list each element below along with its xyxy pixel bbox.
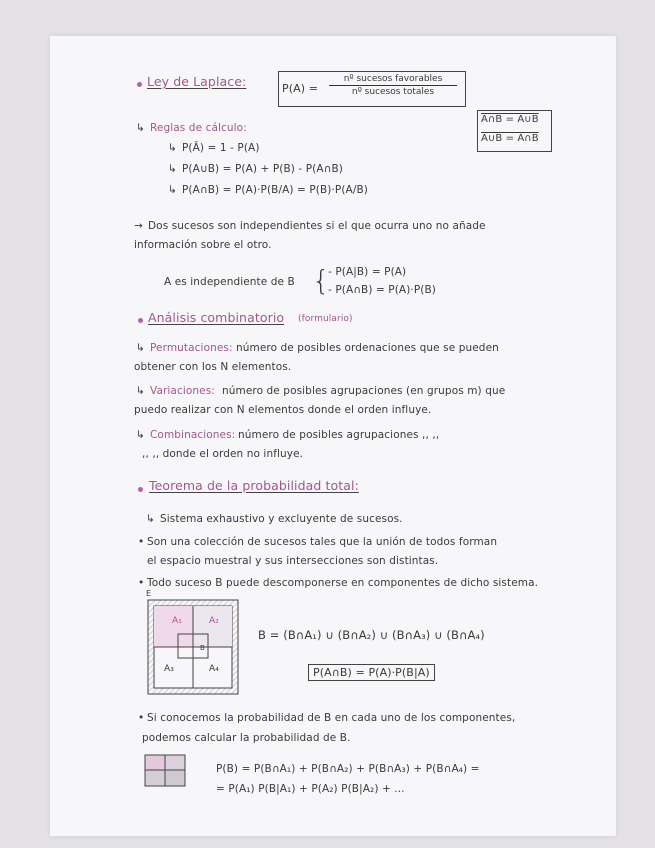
rule-intersection: P(A∩B) = P(A)·P(B/A) = P(B)·P(A/B) [182, 184, 368, 196]
fraction-bar [329, 85, 457, 86]
arrow-icon: ↳ [146, 513, 155, 525]
reglas-heading: Reglas de cálculo: [150, 122, 247, 134]
bullet [138, 318, 143, 323]
var-text-2: puedo realizar con N elementos donde el orden influye. [134, 404, 432, 416]
region-a1: A₁ [172, 616, 182, 626]
partition-diagram [144, 594, 244, 699]
bullet-dot: • [138, 712, 145, 724]
laplace-fraction [329, 74, 457, 97]
bullet-dot: • [138, 536, 145, 548]
arrow-icon: → [134, 220, 143, 232]
arrow-icon: ↳ [136, 429, 145, 441]
laplace-title: Ley de Laplace: [147, 74, 247, 89]
combinatorio-note: (formulario) [298, 314, 353, 324]
brace: { [312, 264, 330, 297]
total-bullet-1a: Son una colección de sucesos tales que la unión de todos forman [147, 536, 498, 548]
indep-condition-2: - P(A∩B) = P(A)·P(B) [328, 284, 436, 296]
region-a3: A₃ [164, 664, 174, 674]
arrow-icon: ↳ [168, 184, 177, 196]
boxed-formula: P(A∩B) = P(A)·P(B|A) [308, 664, 435, 681]
sistema-text: Sistema exhaustivo y excluyente de sucesos. [160, 513, 403, 525]
total-bullet-1b: el espacio muestral y sus intersecciones son distintas. [147, 555, 439, 567]
small-partition-diagram [144, 754, 188, 788]
indep-line-2: información sobre el otro. [134, 239, 272, 251]
region-a2: A₂ [209, 616, 219, 626]
perm-text-1: número de posibles ordenaciones que se pueden [236, 342, 499, 354]
perm-label: Permutaciones: [150, 342, 233, 354]
indep-line-1: Dos sucesos son independientes si el que ocurra uno no añade [148, 220, 486, 232]
arrow-icon: ↳ [168, 163, 177, 175]
morgan-box [477, 110, 552, 152]
arrow-icon: ↳ [136, 385, 145, 397]
comb-label: Combinaciones: [150, 429, 236, 441]
perm-text-2: obtener con los N elementos. [134, 361, 292, 373]
decomposition-formula: B = (B∩A₁) ∪ (B∩A₂) ∪ (B∩A₃) ∪ (B∩A₄) [258, 628, 485, 642]
bullet [138, 487, 143, 492]
final-formula-1: P(B) = P(B∩A₁) + P(B∩A₂) + P(B∩A₃) + P(B∩A₄) = [216, 763, 480, 775]
indep-statement: A es independiente de B [164, 276, 295, 288]
bullet [137, 82, 142, 87]
final-formula-2: = P(A₁) P(B|A₁) + P(A₂) P(B|A₂) + ... [216, 783, 405, 795]
conoc-line-2: podemos calcular la probabilidad de B. [142, 732, 351, 744]
indep-condition-1: - P(A|B) = P(A) [328, 266, 407, 278]
comb-text-1: número de posibles agrupaciones ,, ,, [238, 429, 440, 441]
laplace-formula-box [278, 71, 466, 107]
bullet-dot: • [138, 577, 145, 589]
laplace-numerator: nº sucesos favorables [343, 74, 443, 84]
region-b: B [200, 644, 205, 652]
conoc-line-1: Si conocemos la probabilidad de B en cada uno de los componentes, [147, 712, 516, 724]
laplace-denominator: nº sucesos totales [351, 87, 435, 97]
morgan-law-2: A∪B = A∩B [481, 133, 539, 144]
arrow-icon: ↳ [136, 122, 145, 134]
arrow-icon: ↳ [136, 342, 145, 354]
rule-complement: P(Ā) = 1 - P(A) [182, 142, 260, 154]
var-label: Variaciones: [150, 385, 215, 397]
sample-space-label: E [146, 589, 152, 598]
morgan-law-1: A∩B = A∪B [481, 114, 539, 125]
combinatorio-title: Análisis combinatorio [148, 310, 285, 325]
laplace-lhs: P(A) = [282, 82, 319, 95]
total-bullet-2: Todo suceso B puede descomponerse en componentes de dicho sistema. [147, 577, 539, 589]
rule-union: P(A∪B) = P(A) + P(B) - P(A∩B) [182, 163, 343, 175]
notebook-page [50, 36, 616, 836]
total-title: Teorema de la probabilidad total: [149, 478, 359, 493]
arrow-icon: ↳ [168, 142, 177, 154]
comb-text-2: ,, ,, donde el orden no influye. [142, 448, 304, 460]
region-a4: A₄ [209, 664, 219, 674]
var-text-1: número de posibles agrupaciones (en grupos m) que [222, 385, 506, 397]
